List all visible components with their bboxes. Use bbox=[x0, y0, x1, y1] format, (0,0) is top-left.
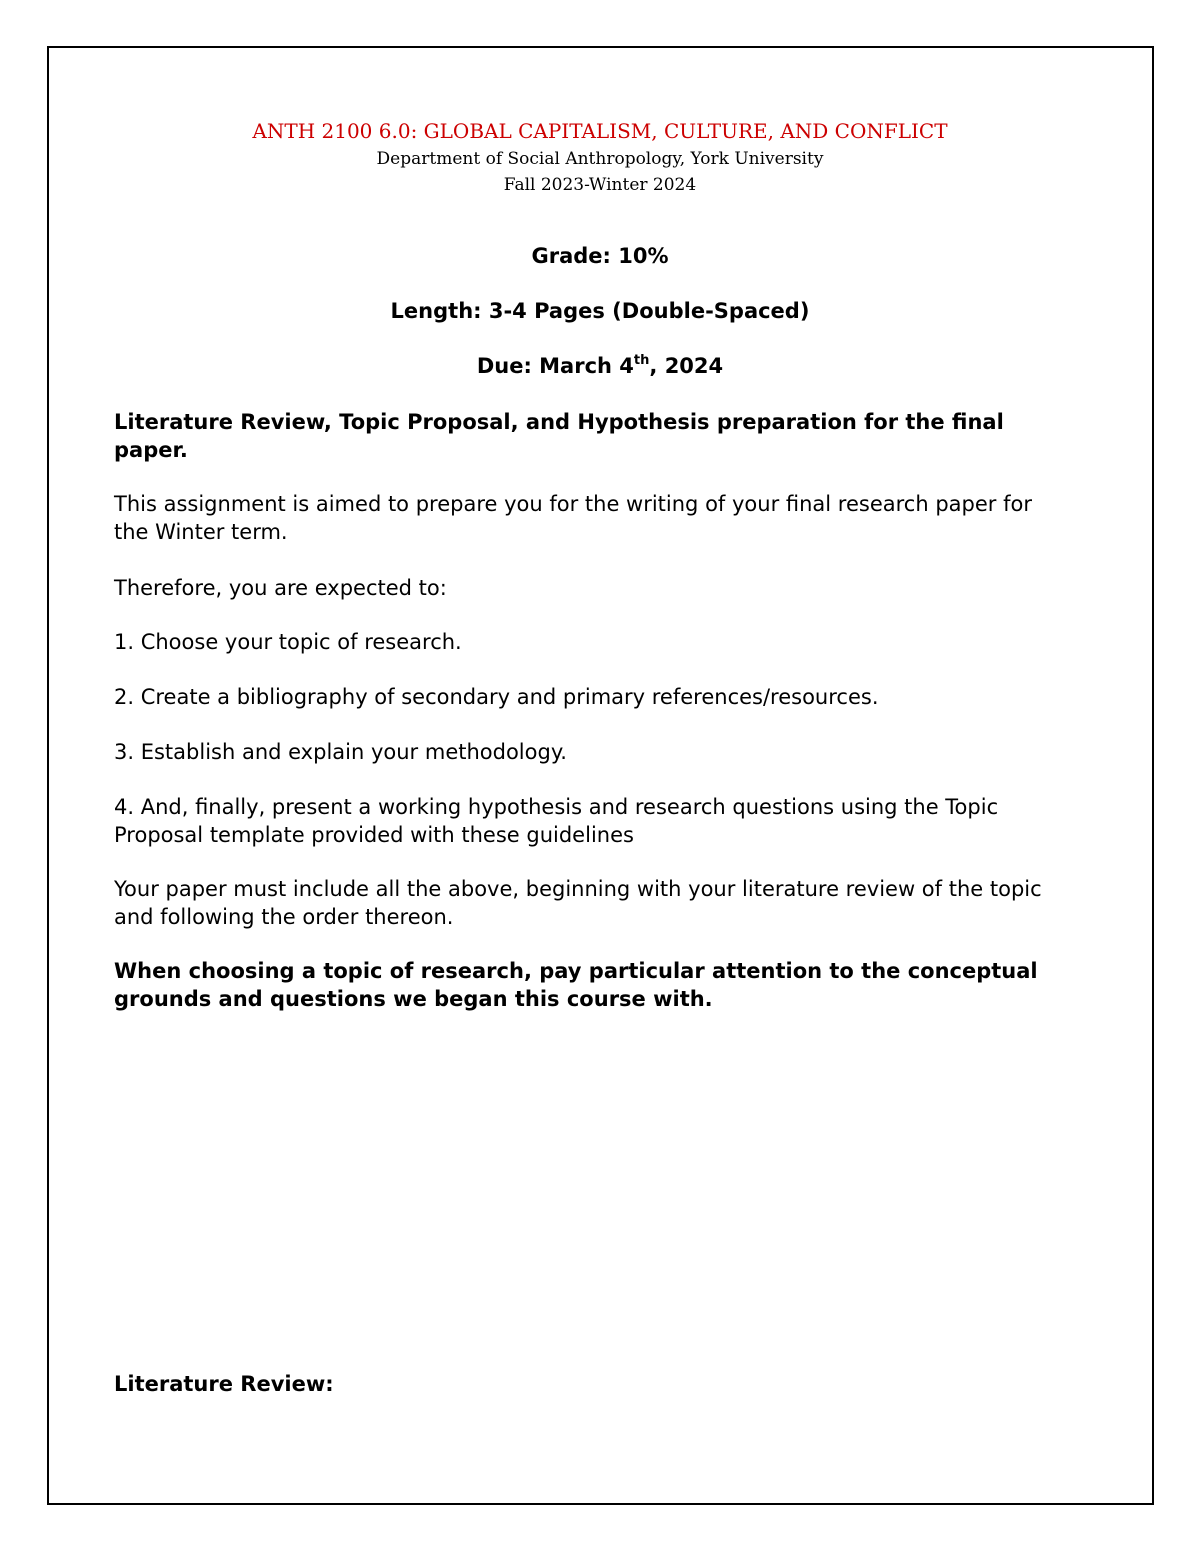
expected-paragraph: Therefore, you are expected to: bbox=[114, 576, 447, 600]
department-line: Department of Social Anthropology, York University bbox=[376, 149, 824, 169]
list-item-2: 2. Create a bibliography of secondary and primary references/resources. bbox=[114, 685, 879, 709]
due-date-ordinal: th bbox=[633, 353, 650, 368]
list-item-1: 1. Choose your topic of research. bbox=[114, 630, 462, 654]
intro-paragraph: This assignment is aimed to prepare you for the writing of your final research paper for the Winter term. bbox=[114, 492, 1032, 544]
due-date-prefix: Due: March 4 bbox=[476, 354, 634, 378]
due-date-line bbox=[0, 354, 1200, 378]
course-title: ANTH 2100 6.0: GLOBAL CAPITALISM, CULTURE, AND CONFLICT bbox=[252, 119, 948, 143]
emphasis-paragraph: When choosing a topic of research, pay particular attention to the conceptual grounds and questions we began this course with. bbox=[114, 959, 1038, 1011]
term-line: Fall 2023-Winter 2024 bbox=[503, 175, 697, 195]
grade-line: Grade: 10% bbox=[531, 244, 669, 268]
list-item-4: 4. And, finally, present a working hypothesis and research questions using the Topic Proposal template provided with these guidelines bbox=[114, 795, 999, 847]
assignment-heading: Literature Review, Topic Proposal, and Hypothesis preparation for the final paper. bbox=[114, 410, 1004, 462]
due-date-suffix: , 2024 bbox=[649, 354, 724, 378]
literature-review-heading: Literature Review: bbox=[114, 1372, 334, 1396]
include-note-paragraph: Your paper must include all the above, beginning with your literature review of the topic and following the order thereon. bbox=[114, 877, 1042, 929]
length-line: Length: 3-4 Pages (Double-Spaced) bbox=[390, 299, 810, 323]
list-item-3: 3. Establish and explain your methodology. bbox=[114, 740, 567, 764]
